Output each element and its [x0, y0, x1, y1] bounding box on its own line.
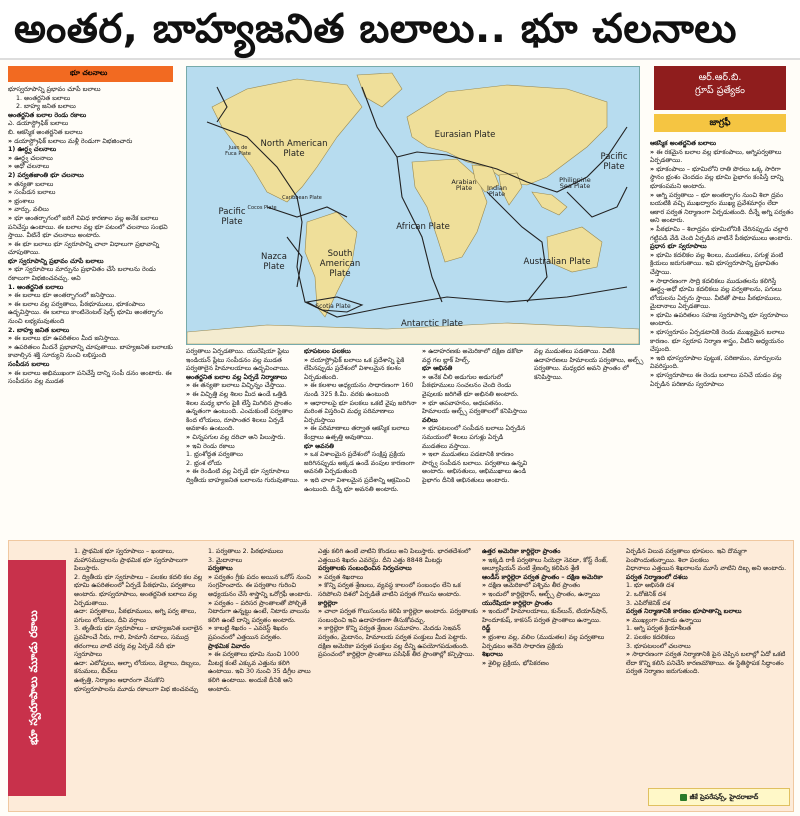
- map-label: Caribbean Plate: [282, 195, 322, 201]
- section-heading: ఆండీస్ కార్డిల్లెరా పర్వత ప్రాంతం – దక్షిణ అమెరికా: [482, 573, 603, 581]
- paragraph: బి. ఆకస్మిక అంతర్జనిత బలాలు: [8, 128, 83, 136]
- section-heading: పర్వత నిర్మాణంలో దశలు: [626, 573, 688, 581]
- greenland-landmass: [357, 73, 402, 107]
- paragraph: » ఈ బలాలు భూ ఉపరితలం మీద జనిస్తాయి.: [8, 335, 176, 344]
- paragraph: ఉత్పత్తి, నిర్మాణం ఆధారంగా చేసుకొని భూస్వరూపాలను మూడు రకాలుగా విభ జించవచ్చు: [74, 676, 199, 693]
- middle-column-2: [304, 348, 418, 528]
- section-heading: కార్డిల్లెరా: [318, 599, 338, 607]
- paragraph: ఎత్తు కలిగి ఉంటే వాటిని కొండలు అని పిలుస్తారు. భారతదేశంలో ఎత్తయిన శిఖరం ఎవరెస్టు. దీని ఎత్తు 8848 మీటర్లు: [318, 548, 471, 564]
- section-heading: అంతర్జనిత బలాల రెండు రకాలు: [8, 111, 87, 119]
- paragraph: 3. మైదానాలు: [208, 556, 243, 564]
- paragraph: 3. భూపటలంలో చలనాలు: [626, 642, 691, 650]
- paragraph: » ఇక్కడి రాకీ పర్వతాలు సియెర్రా నెవడా, కోస్ట్ రేంజ్, అల్యూషియన్ వంటి శ్రేణుల్ని కలిపిన శ్రేణి: [482, 557, 622, 574]
- map-label: Scotia Plate: [315, 303, 351, 310]
- map-label: African Plate: [396, 222, 450, 232]
- paragraph: 1. పర్వతాలు 2. పీఠభూములు: [208, 548, 284, 555]
- paragraph: » సాధారణంగా సాద్రి కదలికలు ముడుతలను కలిగిస్తే ఊర్ధ్వ-అధో భూమి కదలికలు వల్ల పర్వతాలను, పగులు లోయలను ఏర్పరు స్తాయి. వీటితో పాటు పీఠభూములు, మైదానాలు ఏర్పడతాయి.: [650, 278, 794, 312]
- map-label: Nazca Plate: [261, 252, 287, 272]
- paragraph: » ఈ తన్యతా బలాలు విచ్ఛిన్నం చేస్తాయి.: [186, 382, 300, 391]
- bottom-column-5: [626, 548, 788, 782]
- paragraph: » అగ్ని పర్వతాలు – భూ అంతర్భాగం నుంచి శిలా ద్రవం బయటికి వచ్చి ముఖద్వారం ముఖ్య ప్రవేశమార్గం లేదా ఆకార పర్వత నిర్మాణంగా ఏర్పడుతుంది. దీన్నే అగ్ని పర్వతం అని అంటారు.: [650, 192, 794, 226]
- section-heading: పర్వతాలు: [208, 565, 233, 573]
- paragraph: » భ్రంశాలు: [8, 198, 176, 207]
- paragraph: » ఈ రెండింటి వల్ల ఏర్పడే భూ స్వరూపాలు ద్వితీయ బాహ్యజనిత బలాలను గురువుతాయి.: [186, 468, 300, 485]
- section-heading: భూపటలం పలకలు: [304, 348, 351, 355]
- paragraph: » ఈ పర్వతాలు భూమి నుంచి 1000 మీటర్ల కంటే ఎక్కువ ఎత్తును కలిగి ఉంటాయి. ఇవి 30 నుంచి 35 డిగ్రీల వాలు కలిగి ఉంటాయి. అందుకే దీనికి అని అంటారు.: [208, 651, 314, 694]
- bottom-column-3: [318, 548, 478, 806]
- paragraph: » వార్పు, వలిలు: [8, 206, 176, 215]
- section-tag-label: భూ చలనాలు: [70, 69, 108, 77]
- paragraph: » భూస్వరూపం ఏర్పడటానికి రెండు ముఖ్యమైన బలాలు కారణం. భూ స్వరూప నిర్మాణ శాస్త్రం, వీటిని అధ్యయనం చేస్తుంది.: [650, 329, 794, 355]
- section-heading: భూ స్వరూపాన్ని ప్రభావం చూపే బలాలు: [8, 257, 104, 265]
- paragraph: » అధో చలనాలు: [8, 163, 176, 172]
- paragraph: » భూమి కదలికల వల్ల శిలలు, ముడతలు, పగుళ్ల వంటి క్రియలు జరుగుతాయి. ఇవి భూస్వరూపాన్ని ప్రభావితం చేస్తాయి.: [650, 252, 794, 278]
- section-heading: 2. బాహ్య జనిత బలాలు: [8, 326, 70, 334]
- paragraph: » దక్షిణ అమెరికాలో పశ్చిమ తీర ప్రాంతం: [482, 582, 622, 591]
- paragraph: » భూ అంతర్భాగంలో జరిగే వివిధ కారణాల వల్ల అనేక బలాలు పనిచేస్తు ఉంటాయి. ఈ బలాల వల్ల భూ పటంలో చలనాలు సంభవి స్తాయి. వీటినే భూ చలనాలు అంటారు.: [8, 215, 176, 241]
- bottom-column-1: [74, 548, 204, 806]
- paragraph: ఉదా: పర్వతాలు, పీఠభూములు, అగ్ని పర్వ తాలు, పగులు లోయలు, దీవి వర్షాలు: [74, 608, 197, 624]
- rrb-line-2: గ్రూప్ ప్రత్యేకం: [695, 85, 745, 96]
- paragraph: » ఈ బలాల వల్ల పర్వతాలు, పీఠభూములు, భూకంపాలు ఉద్భవిస్తాయి. ఈ బలాలు కాంటినెంటల్ షెల్ఫ్ భూమి అంతర్భాగం నుంచి లభ్యమవుతుంది: [8, 301, 176, 327]
- paragraph: » ఇందులో హిమాలయాలు, కున్‌లున్, టియాన్‌షాన్, హిందూకుష్, కాకసస్ పర్వత ప్రాంతాలు ఉన్నాయి.: [482, 608, 622, 625]
- paragraph: » డయాస్ట్రోఫిక్ బలాలు మళ్లీ రెండుగా విభజించారు: [8, 138, 176, 147]
- paragraph: » భూమి ఉపరితలం సహజ స్వరూపాన్ని భూ స్వరూపాలు అంటారు.: [650, 312, 794, 329]
- paragraph: » పర్వతం – పరిసర ప్రాంతాలతో పోల్చితే నిటారుగా ఉన్నట్టు ఉంటే, నిటారు వాలును కలిగి ఉంటే దాన్ని పర్వతం అంటారు.: [208, 600, 314, 626]
- map-label: Antarctic Plate: [400, 319, 464, 329]
- paragraph: » భూపటలంలో సంపీడన బలాలు ఏర్పడిన సమయంలో శిలలు పగుళ్లు ఏర్పడి ముడతలు వస్తాయి.: [422, 425, 530, 451]
- section-heading: ప్రధాన భూ స్వరూపాలు: [650, 243, 707, 251]
- se-asia-islands: [532, 192, 567, 215]
- middle-column-4: [534, 348, 644, 528]
- paragraph: ఎ. డయాస్ట్రోఫిక్ బలాలు: [8, 120, 69, 128]
- vertical-tag: [8, 560, 66, 796]
- map-label: South American Plate: [319, 249, 361, 279]
- paragraph: » పీఠభూమి – శిలాద్రవం భూమిలోనికి చేరినప్పుడు చల్లారి గట్టిపడి వేడి చెంది ఏర్పడిన వాటినే పీఠభూములు అంటారు.: [650, 226, 794, 243]
- page-title: అంతర, బాహ్యజనిత బలాలు.. భూ చలనాలు: [14, 6, 737, 52]
- paragraph: భూస్వరూపాన్ని ప్రభావం చూపే బలాలు: [8, 86, 101, 93]
- paragraph: » భూకంపాలు – భూమిలోని రాతి పొరలు ఒక్క సారిగా స్థానం భ్రంశం చెందడం వల్ల భూమి పైభాగం కంపిస్తే దాన్ని భూకంపమని అంటారు.: [650, 166, 794, 192]
- paragraph: » చాలా పర్వత గొలుసులను కలిపి కార్డిల్లెరా అంటారు. పర్వతాలకు సంబంధించి ఇవి ఉదాహరణగా తీసుకోవచ్చు.: [318, 608, 478, 625]
- paragraph: » శైలిల్ల ప్రక్రియ, భోపికరణం: [482, 660, 622, 669]
- left-column-text: [8, 86, 176, 387]
- paragraph: » ఈ భూ బలాలు భూ స్వరూపాన్ని చాలా విధాలుగా ప్రభావాన్ని చూపుతాయి.: [8, 241, 176, 258]
- section-heading: సంపీడన బలాలు: [8, 361, 50, 368]
- section-heading: పర్వతాలకు సంబంధించిన నిర్వచనాలు: [318, 565, 412, 573]
- section-heading: ఉత్తర అమెరికా కార్డిల్లెరా ప్రాంతం: [482, 548, 561, 555]
- section-heading: పర్వత నిర్మాణానికి కారణం భూపాతాన్ని బలాలు: [626, 608, 742, 616]
- paragraph: » సంపీడన బలాలు: [8, 189, 176, 198]
- paragraph: » ఇందులో కార్డిల్లెరాస్, ఆల్ఫ్స్ ప్రాంతం, ఉన్నాయి: [482, 591, 622, 600]
- tectonic-plates-map: [186, 66, 640, 345]
- rrb-subject: జాగ్రఫీ: [654, 114, 786, 132]
- section-heading: ఆకస్మిక అంతర్జనిత బలాలు: [650, 140, 717, 147]
- paragraph: » ఈ విచ్ఛిత్తి వల్ల శిలల మీద ఉండే ఒత్తిడి శిలల మధ్య భాగం పైకి లేస్తే మిగిలిన ప్రాంతం ఉన్నతంగా ఉంటుంది. ఎంచుకుంటే పర్వతాల కింద లోయలు, రూపాంతర శిలలు ఏర్పడే అవకాశం ఉంటుంది.: [186, 391, 300, 434]
- paragraph: వల్ల ముడుతలు పడతాయి. వీటికి ఉదాహరణలు హిమాలయ పర్వతాలు, అల్ప్స్ పర్వతాలు. మధ్యధర అవని ప్రాంతం లో కనిపిస్తాయి.: [534, 348, 644, 381]
- paragraph: 1. అంతర్జనిత బలాలు: [16, 94, 71, 102]
- section-heading: శిఖరాలు: [482, 651, 503, 659]
- map-label: Pacific Plate: [600, 152, 628, 172]
- map-label: Cocos Plate: [247, 205, 277, 211]
- paragraph: » చిన్నపగుల వల్ల దరిచా అని పిలుస్తారు.: [186, 434, 300, 443]
- paragraph: » భ్రంశాల వల్ల, వలిల (ముడుతల) వల్ల పర్వతాలు ఏర్పడటం అనేది సాధారణ ప్రక్రియ: [482, 634, 622, 651]
- map-label: Pacific Plate: [218, 207, 246, 227]
- section-heading: యురేషియా కార్డిల్లెరా ప్రాంతం: [482, 599, 553, 607]
- paragraph: » భూస్వరూపాలు ఈ రెండు బలాలు పనిచే యడం వల్ల ఏర్పడిన పరిణామ స్వరూపాలు: [650, 372, 794, 389]
- paragraph: » భూ స్వరూపాలు మార్పును ప్రభావితం చేసే బలాలను రెండు రకాలుగా విభజించవచ్చు. అవి: [8, 266, 176, 283]
- section-heading: వలిలు: [422, 416, 438, 424]
- book-icon: [680, 794, 687, 801]
- section-heading: 1) ఊర్ధ్వ చలనాలు: [8, 146, 57, 154]
- paragraph: ఏర్పడిన విలువ పర్వతాలు భూపలం. ఇవి దొమ్మగా పెంపొందుతున్నాయి. శిలా పలకలు: [626, 548, 747, 564]
- paragraph: » ఈ బలాలు అభిముఖంగా పనిచేస్తే దాన్ని సంపీ డనం అంటారు. ఈ సంపీడనం వల్ల ముడత: [8, 370, 176, 387]
- paragraph: » కాబట్టి శిఖరం – ఎవరెస్ట్ శిఖరం ప్రపంచంలో ఎత్తయిన పర్వతం.: [208, 625, 314, 642]
- paragraph: 3. ఎపిరోజెనిక్ దశ: [626, 599, 671, 607]
- paragraph: » కొన్ని పర్వత శ్రేణులు, వ్యవస్థ కాలంలో సంబంధం లేని ఒక సరిపోలని దిశలో ఏర్పడితే వాటిని పర్వత గొలుసు అంటారు.: [318, 582, 478, 599]
- paragraph: 2. భ్రంశ లోయ: [186, 459, 222, 467]
- paragraph: విధానాలు ఎత్తయిన శిఖరాలను మూసే వాటిని దిబ్బ అని అంటారు.: [626, 565, 787, 573]
- paragraph: 3. తృతీయ భూ స్వరూపాలు – బాహ్యజనిత బలాలైన ప్రవహించే నీరు, గాలి, హిమానీ నదాలు, సముద్ర తరంగాలు వాటి చర్య వల్ల ఏర్పడే నదీ భూ స్వరూపాలు: [74, 625, 203, 659]
- section-heading: ప్రాథమిక వివాదం: [208, 642, 250, 650]
- credit-text: జీకే ప్రెపరేషన్స్, హైదరాబాద్: [689, 793, 759, 801]
- paragraph: » పర్వతం గ్రీకు పదం అయిన ఒరోస్ నుంచి సంగ్రహించారు. ఈ పర్వతాల గురించి అధ్యయనం చేసే శాస్త్రాన్ని ఒరోగ్రఫీ అంటారు.: [208, 574, 314, 600]
- vertical-tag-label: భూ స్వరూపాలు మూడు రకాలు: [27, 610, 40, 746]
- paragraph: » కార్డిల్లెరా కొన్ని పర్వత శ్రేణుల సమూహం. మెదడు సెఇవన్ పర్వతం, మైదానం, హిమాలయ పర్వత పంక్తులు మీద పెట్టారు. దక్షిణ అమెరికా పర్వత పంక్తుల వల్ల దీన్ని ఉపయోగపడుతుంది. ప్రపంచంలో కార్డిల్లెరా ప్రాంతాలు పసిఫిక్ తీర ప్రాంతాల్లో కన్పిస్తాయి.: [318, 625, 478, 659]
- paragraph: » ఆధారాలపై భూ పలకలు ఒకటి వైపు జరిగినా మరింత విస్తరించి మధ్య పరిమాణాలు ఏర్పరుస్తాయి: [304, 400, 418, 426]
- map-label: Eurasian Plate: [434, 130, 496, 140]
- header: [0, 0, 800, 60]
- paragraph: » ఇది చాలా విశాలమైన ప్రదేశాన్ని ఆక్రమించి ఉంటుంది. దీన్నే భూ అవనతి అంటారు.: [304, 477, 418, 494]
- paragraph: » సాధారణంగా పర్వత నిర్మాణానికి పైన చెప్పిన బలాల్లో ఏదో ఒకటి లేదా కొన్ని కలిసి పనిచేసి కారణమౌతాయి. ఈ స్థితిస్థాపక సిద్ధాంతం పర్వత నిర్మాణం జరుగుతుంది.: [626, 651, 788, 677]
- section-heading: భూ అభినతి: [422, 365, 453, 373]
- paragraph: 1. అగ్ని పర్వత క్రియాశీలత: [626, 625, 692, 633]
- map-label: Australian Plate: [523, 257, 591, 267]
- paragraph: » ఇవి రెండు రకాలు: [186, 443, 300, 452]
- paragraph: 2. పలకల కదలికలు: [626, 633, 675, 641]
- paragraph: » భూ అపవాహనం, అధఃపతనం. హిమాలయ ఆల్ప్స్ పర్వతాలలో కనిపిస్తాయి: [422, 400, 530, 417]
- paragraph: 2. ద్వితీయ భూ స్వరూపాలు – పలకల కదలి కల వల్ల భూమి ఉపరితలంలో ఏర్పడే పీఠభూమి, పర్వతాలు అంటారు. భూస్వరూపాలు, అంతర్జనిత బలాలు వల్ల ఏర్పడుతాయి.: [74, 573, 203, 607]
- paragraph: » ఉపరితలం మీదనే ప్రభావాన్ని చూపుతాయి. బాహ్యజనిత బలాలకు కావాల్సిన శక్తి సూర్యుని నుంచి లభిస్తుంది: [8, 344, 176, 361]
- bottom-column-2: [208, 548, 314, 806]
- paragraph: » ఈ పరిమాణాలు తర్వాత ఆకస్మిక బలాలు కేంద్రాలు ఉత్పత్తి అవుతాయి.: [304, 425, 418, 442]
- map-label: Arabian Plate: [451, 178, 477, 192]
- credit-box: [648, 788, 790, 806]
- section-heading: రిడ్జ్: [482, 625, 491, 633]
- paragraph: 2. ఒరోజెనిక్ దశ: [626, 590, 666, 598]
- paragraph: » ఇలా ముడుతలు పడటానికి కారణం పార్శ్వ సంపీడన బలాలు. పర్వతాలు ఉన్నవి అంటారు. అభినతులు, అభిముఖాలు ఉండి పైభాగం దీనికి అభినతులు అంటారు.: [422, 451, 530, 485]
- paragraph: » ఈ రకమైన బలాల వల్ల భూకంపాలు, అగ్నిపర్వతాలు ఏర్పడతాయి.: [650, 149, 794, 166]
- middle-column-3: [422, 348, 530, 528]
- paragraph: » ఈ బలాలు భూ అంతర్భాగంలో జనిస్తాయి.: [8, 292, 176, 301]
- paragraph: ఉదా: ఎటోపులు, ఆల్ఫా లోయలు, డెల్టాలు, దిబ్బలు, కనుమలు, బీచ్‌లు: [74, 659, 201, 676]
- paragraph: » ఇది భూస్వరూపాల పుట్టుక, పరిణామం, మార్పులను వివరిస్తుంది.: [650, 355, 794, 372]
- map-label: Philippine Sea Plate: [559, 176, 591, 190]
- paragraph: » ఈ కలశాల అధ్యయనం సాధారణంగా 160 నుండి 325 కి.మీ. వరకు ఉంటుంది: [304, 382, 418, 399]
- section-heading: 1. అంతర్జనిత బలాలు: [8, 283, 64, 291]
- left-column: [8, 66, 176, 528]
- paragraph: » తన్యతా బలాలు: [8, 181, 176, 190]
- paragraph: » ఉదాహరణకు అమెరికాలో దక్షిణ డకోటా వద్ద గల బ్లాక్ హిల్స్.: [422, 348, 530, 365]
- right-column-text: [650, 140, 794, 528]
- paragraph: 1. ప్రాథమిక భూ స్వరూపాలు – ఖండాలు, మహాసముద్రాలను ప్రాథమిక భూ స్వరూపాలుగా పిలుస్తారు.: [74, 548, 188, 573]
- section-heading: అంతర్జనిత బలాల వల్ల ఏర్పడే నిర్మాణాలు: [186, 373, 287, 381]
- paragraph: 2. బాహ్య జనిత బలాలు: [16, 103, 76, 111]
- middle-column-1: [186, 348, 300, 528]
- bottom-column-4: [482, 548, 622, 806]
- paragraph: » ఊర్ధ్వ చలనాలు: [8, 155, 176, 164]
- map-label: Indian Plate: [486, 184, 508, 198]
- paragraph: 1. భూ అభినతి దశ: [626, 582, 675, 590]
- paragraph: » ముఖ్యంగా మూడు ఉన్నాయి: [626, 617, 788, 626]
- paragraph: 1. భ్రంశోద్దత పర్వతాలు: [186, 451, 243, 459]
- paragraph: » అనేక చీలి అడుగుల అడుగులో పీఠభూములు సంచలనం చెంది రెండు వైపులకు జరిగితే భూ అభినతి అంటారు.: [422, 374, 530, 400]
- map-label: North American Plate: [260, 139, 328, 159]
- section-heading: 2) పర్వతజాంతి భూ చలనాలు: [8, 171, 84, 179]
- map-label: Juan de Fuca Plate: [225, 145, 251, 157]
- rrb-line-1: ఆర్.ఆర్.బి.: [698, 72, 742, 83]
- paragraph: పర్వతాలు ఏర్పడతాయి. యురేషియా ప్లేటు ఇండియన్ ప్లేటు సంపీడనం వల్ల ముడత పర్వతాలైన హిమాలయాలు ఉద్భవించాయి.: [186, 348, 290, 373]
- rrb-special-banner: [648, 66, 792, 134]
- paragraph: » దయాస్ట్రోఫిక్ బలాలు ఒక ప్రదేశాన్ని పైకి లేపినప్పుడు ప్రదేశంలో విశాలమైన కలశం ఏర్పడుతుంది.: [304, 357, 418, 383]
- rrb-banner-top: [654, 66, 786, 110]
- paragraph: » ఒక విశాలమైన ప్రదేశంలో సంక్షిప్త ప్రక్రియ జరిగినప్పుడు అక్కడ ఉండే వంపుల కారణంగా అవనతి ఏర్పడుతుంది: [304, 451, 418, 477]
- section-heading: భూ అవనతి: [304, 442, 334, 450]
- paragraph: » పర్వత శిఖరాలు: [318, 574, 478, 583]
